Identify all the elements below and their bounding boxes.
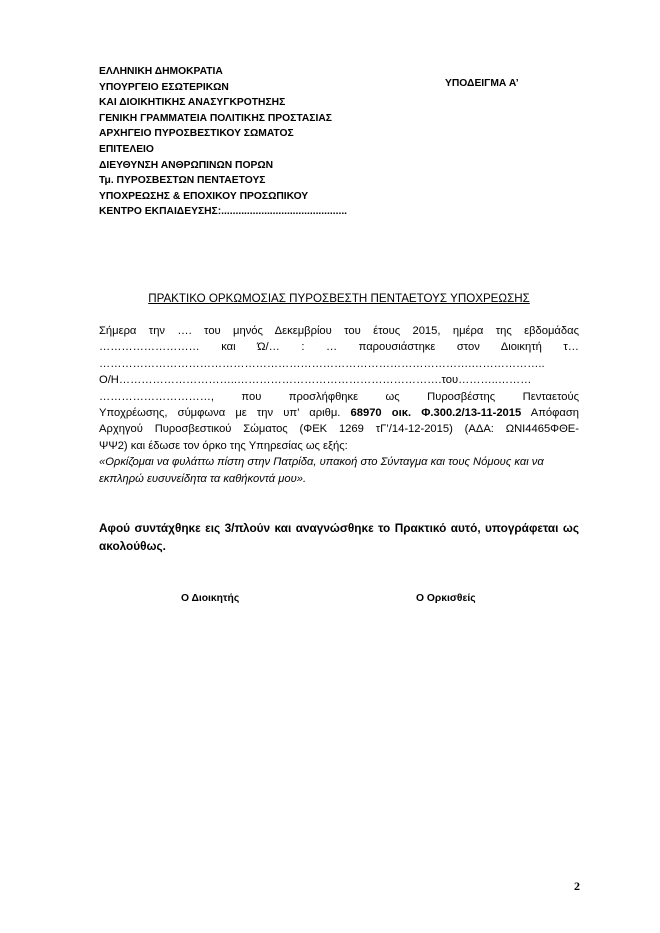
sample-label: ΥΠΟΔΕΙΓΜΑ Α’ (445, 78, 519, 89)
header-line: ΓΕΝΙΚΗ ΓΡΑΜΜΑΤΕΙΑ ΠΟΛΙΤΙΚΗΣ ΠΡΟΣΤΑΣΙΑΣ (99, 112, 332, 124)
header-line: ΑΡΧΗΓΕΙΟ ΠΥΡΟΣΒΕΣΤΙΚΟΥ ΣΩΜΑΤΟΣ (99, 128, 294, 140)
header-line: ΚΑΙ ΔΙΟΙΚΗΤΙΚΗΣ ΑΝΑΣΥΓΚΡΟΤΗΣΗΣ (99, 97, 286, 109)
body-line: ……………………………………………………………………………………….……………….. (99, 357, 545, 370)
header-line: ΥΠΟΥΡΓΕΙΟ ΕΣΩΤΕΡΙΚΩΝ (99, 81, 229, 93)
document-title: ΠΡΑΚΤΙΚΟ ΟΡΚΩΜΟΣΙΑΣ ΠΥΡΟΣΒΕΣΤΗ ΠΕΝΤΑΕΤΟΥΣ ΥΠΟΧΡΕΩΣΗΣ (148, 292, 530, 305)
body-text: Υποχρέωσης, σύμφωνα με την υπ’ αριθμ. (99, 407, 351, 420)
body-line: ΨΨ2) και έδωσε τον όρκο της Υπηρεσίας ως εξής: (99, 439, 348, 452)
body-line: Αρχηγού Πυροσβεστικού Σώματος (ΦΕΚ 1269 τΓ’/14-12-2015) (ΑΔΑ: ΩΝΙ4465ΦΘΕ- (99, 423, 579, 436)
body-line: …………………………, που προσλήφθηκε ως Πυροσβέστης Πενταετούς (99, 390, 579, 403)
header-line: ΕΛΛΗΝΙΚΗ ΔΗΜΟΚΡΑΤΙΑ (99, 66, 223, 77)
header-line: ΕΠΙΤΕΛΕΙΟ (99, 143, 154, 155)
header-line: Τμ. ΠΥΡΟΣΒΕΣΤΩΝ ΠΕΝΤΑΕΤΟΥΣ (99, 175, 266, 187)
header-line: ΔΙΕΥΘΥΝΣΗ ΑΝΘΡΩΠΙΝΩΝ ΠΟΡΩΝ (99, 159, 274, 171)
document-body (99, 323, 579, 487)
body-text: Απόφαση (521, 407, 580, 420)
signature-sworn: Ο Ορκισθείς (416, 593, 476, 604)
page-number: 2 (574, 879, 580, 893)
body-line: Σήμερα την …. του μηνός Δεκεμβρίου του έτους 2015, ημέρα της εβδομάδας (99, 325, 579, 337)
header-line: ΚΕΝΤΡΟ ΕΚΠΑΙΔΕΥΣΗΣ:............................................ (99, 206, 348, 218)
oath-text: «Ορκίζομαι να φυλάττω πίστη στην Πατρίδα, υπακοή στο Σύνταγμα και τους Νόμους και να εκπληρώ ευσυνείδητα τα καθήκοντά μου». (99, 456, 544, 485)
body-line: Ο/Η…………………………..……………………………………………….του………..……… (99, 374, 532, 387)
issuing-authority-header (99, 64, 419, 220)
closing-statement: Αφού συντάχθηκε εις 3/πλούν και αναγνώσθηκε το Πρακτικό αυτό, υπογράφεται ως ακολούθως. (99, 521, 579, 553)
header-line: ΥΠΟΧΡΕΩΣΗΣ & ΕΠΟΧΙΚΟΥ ΠΡΟΣΩΠΙΚΟΥ (99, 190, 309, 202)
signature-commander: Ο Διοικητής (181, 593, 240, 604)
decision-reference: 68970 οικ. Φ.300.2/13-11-2015 (350, 407, 522, 420)
body-line: ……………………… και Ώ/… : … παρουσιάστηκε στον Διοικητή τ… (99, 341, 579, 354)
body-line (99, 405, 579, 421)
